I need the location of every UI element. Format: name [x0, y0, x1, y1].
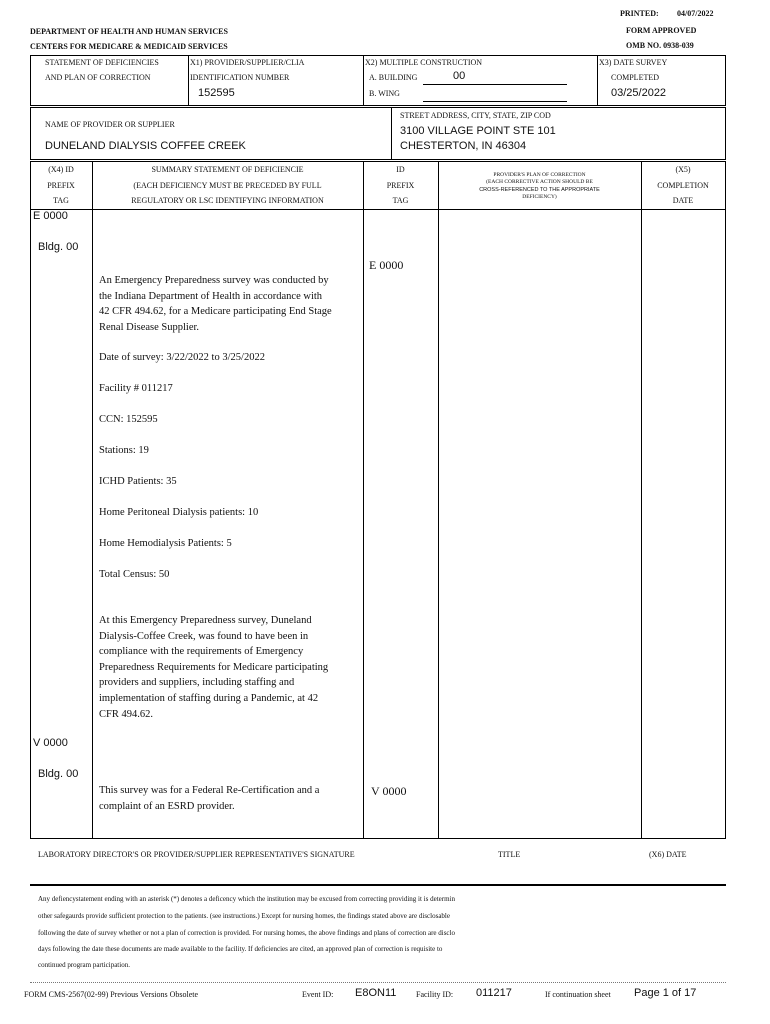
building-underline — [423, 84, 567, 85]
x4-header-1: (X4) ID — [48, 165, 74, 174]
id-header-2: PREFIX — [386, 181, 415, 190]
event-id-value: E8ON11 — [355, 987, 397, 999]
event-id-label: Event ID: — [302, 990, 334, 999]
x5-header-3: DATE — [672, 196, 694, 205]
x3-label-1: X3) DATE SURVEY — [599, 58, 668, 67]
signature-divider — [30, 884, 726, 886]
provider-name-label: NAME OF PROVIDER OR SUPPLIER — [45, 120, 175, 129]
building-label: A. BUILDING — [369, 73, 418, 82]
plan-header-1: PROVIDER'S PLAN OF CORRECTION — [493, 172, 586, 178]
statement-label-1: STATEMENT OF DEFICIENCIES — [45, 58, 159, 67]
home-peritoneal-patients: Home Peritoneal Dialysis patients: 10 — [99, 507, 259, 518]
id-header-3: TAG — [392, 196, 409, 205]
disclaimer-line-1: Any defiencystatement ending with an asterisk (*) denotes a deficency which the institution may be excused from correcting providing it is determin — [38, 895, 455, 903]
building-tag-2: Bldg. 00 — [38, 768, 79, 780]
summary-header-3: REGULATORY OR LSC IDENTIFYING INFORMATION — [131, 196, 324, 205]
disclaimer-line-5: continued program participation. — [38, 961, 130, 969]
x4-header-3: TAG — [53, 196, 69, 205]
x2-label: X2) MULTIPLE CONSTRUCTION — [365, 58, 483, 67]
continuation-label: If continuation sheet — [545, 990, 611, 999]
form-approved: FORM APPROVED — [626, 26, 697, 35]
footer-divider — [30, 982, 726, 983]
id-header-1: ID — [396, 165, 405, 174]
page-number: Page 1 of 17 — [634, 987, 697, 999]
plan-header-4: DEFICIENCY) — [522, 194, 557, 200]
clia-number: 152595 — [198, 87, 235, 99]
x4-header-2: PREFIX — [47, 181, 75, 190]
provider-name: DUNELAND DIALYSIS COFFEE CREEK — [45, 140, 246, 152]
id-prefix-tag-v: V 0000 — [371, 784, 407, 798]
address-line-2: CHESTERTON, IN 46304 — [400, 140, 527, 152]
prefix-tag-v: V 0000 — [33, 737, 68, 749]
building-value: 00 — [453, 70, 466, 82]
survey-date: 03/25/2022 — [611, 87, 667, 99]
compliance-statement: At this Emergency Preparedness survey, Duneland Dialysis-Coffee Creek, was found to have been in compliance with the requirements of Emergency Preparedness Requirements for Medicare participating providers and suppliers, including staffing and implementation of staffing during a Pandemic, at 42 CFR 494.62. — [99, 615, 329, 720]
ccn-number: CCN: 152595 — [99, 414, 158, 425]
facility-number: Facility # 011217 — [99, 383, 173, 394]
plan-header-2: (EACH CORRECTIVE ACTION SHOULD BE — [486, 179, 593, 185]
department-title: DEPARTMENT OF HEALTH AND HUMAN SERVICES — [30, 27, 228, 36]
printed-date: 04/07/2022 — [677, 9, 714, 18]
wing-label: B. WING — [369, 89, 400, 98]
printed-label: PRINTED: — [620, 9, 659, 18]
disclaimer-line-2: other safegaurds provide sufficient protection to the patients. (see instructions.) Except for nursing homes, the findings stated above are disclosable — [38, 912, 450, 920]
summary-header-2: (EACH DEFICIENCY MUST BE PRECEDED BY FULL — [133, 181, 322, 190]
director-signature-label: LABORATORY DIRECTOR'S OR PROVIDER/SUPPLIER REPRESENTATIVE'S SIGNATURE — [38, 850, 355, 859]
x5-header-2: COMPLETION — [657, 181, 709, 190]
id-prefix-tag-e: E 0000 — [369, 258, 404, 272]
facility-id-label: Facility ID: — [416, 990, 454, 999]
title-label: TITLE — [498, 850, 521, 859]
wing-underline — [423, 101, 567, 102]
ichd-patients: ICHD Patients: 35 — [99, 476, 177, 487]
x5-header-1: (X5) — [675, 165, 691, 174]
x3-label-2: COMPLETED — [611, 73, 659, 82]
recertification-note: This survey was for a Federal Re-Certification and a complaint of an ESRD provider. — [99, 785, 320, 812]
statement-label-2: AND PLAN OF CORRECTION — [45, 73, 151, 82]
prefix-tag-e: E 0000 — [33, 210, 68, 222]
x1-label-1: X1) PROVIDER/SUPPLIER/CLIA — [190, 58, 305, 67]
total-census: Total Census: 50 — [99, 569, 170, 580]
survey-dates: Date of survey: 3/22/2022 to 3/25/2022 — [99, 352, 265, 363]
home-hemodialysis-patients: Home Hemodialysis Patients: 5 — [99, 538, 232, 549]
building-tag-1: Bldg. 00 — [38, 241, 79, 253]
centers-title: CENTERS FOR MEDICARE & MEDICAID SERVICES — [30, 42, 228, 51]
summary-header-1: SUMMARY STATEMENT OF DEFICIENCIE — [151, 165, 304, 174]
facility-id-value: 011217 — [476, 987, 512, 999]
survey-intro: An Emergency Preparedness survey was conducted by the Indiana Department of Health in accordance with 42 CFR 494.62, for a Medicare participating End Stage Renal Disease Supplier. — [99, 275, 332, 333]
omb-number: OMB NO. 0938-039 — [626, 41, 694, 50]
address-line-1: 3100 VILLAGE POINT STE 101 — [400, 125, 556, 137]
x1-label-2: IDENTIFICATION NUMBER — [190, 73, 290, 82]
address-label: STREET ADDRESS, CITY, STATE, ZIP COD — [400, 111, 551, 120]
disclaimer-line-4: days following the date these documents are made available to the facility. If deficiencies are cited, an approved plan of correction is requisite to — [38, 945, 443, 953]
signature-date-label: (X6) DATE — [649, 850, 687, 859]
form-number: FORM CMS-2567(02-99) Previous Versions Obsolete — [24, 990, 199, 999]
disclaimer-line-3: following the date of survey whether or not a plan of correction is provided. For nursing homes, the above findings and plans of correction are disclo — [38, 929, 455, 937]
plan-header-3: CROSS-REFERENCED TO THE APPROPRIATE — [479, 187, 600, 193]
stations-count: Stations: 19 — [99, 445, 149, 456]
